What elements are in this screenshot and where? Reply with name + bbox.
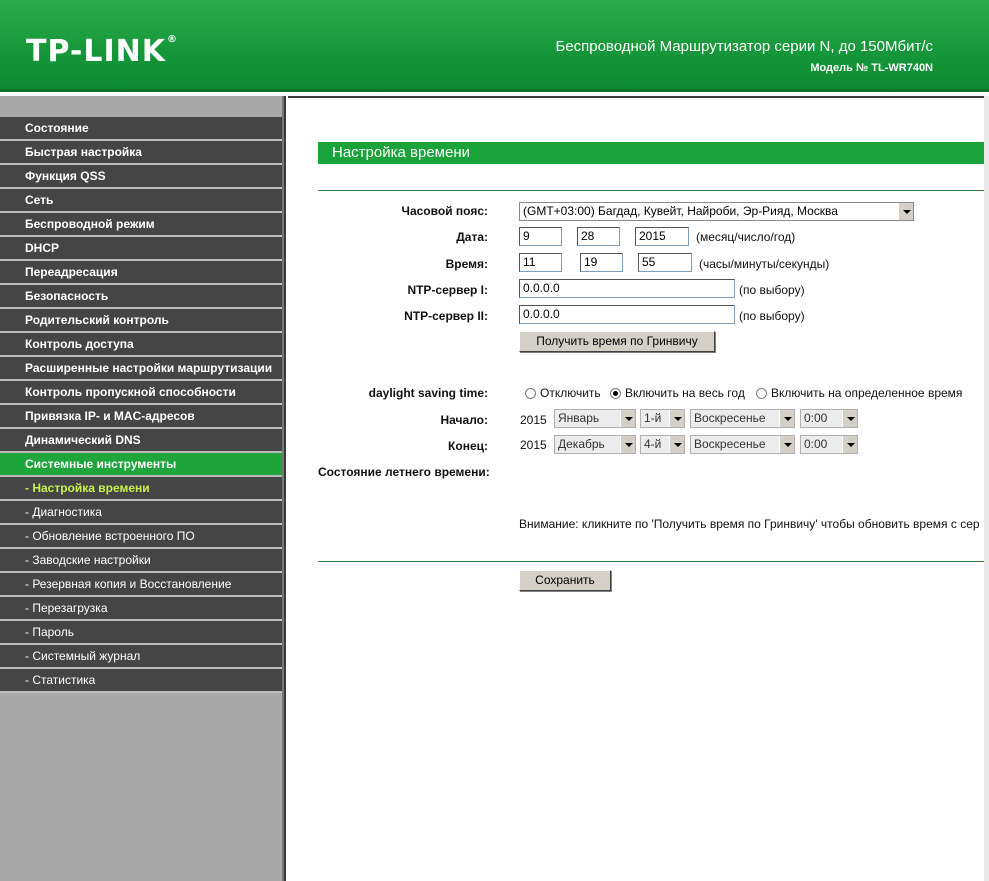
menu-item-backup-restore[interactable]: - Резервная копия и Восстановление xyxy=(0,573,282,597)
dst-all-year-label: Включить на весь год xyxy=(625,386,745,400)
date-day-input[interactable]: 28 xyxy=(577,227,620,246)
ntp2-label: NTP-сервер II: xyxy=(404,309,488,323)
dst-label: daylight saving time: xyxy=(368,386,488,400)
ntp1-input[interactable]: 0.0.0.0 xyxy=(519,279,735,298)
dst-end-month-select[interactable] xyxy=(554,435,636,454)
menu-item-qss[interactable]: Функция QSS xyxy=(0,165,282,189)
dst-specific-label: Включить на определенное время xyxy=(771,386,963,400)
dst-end-month-value: Декабрь xyxy=(558,437,605,451)
dst-start-label: Начало: xyxy=(440,413,488,427)
dst-start-week-select[interactable] xyxy=(640,409,685,428)
menu-item-time-settings[interactable]: - Настройка времени xyxy=(0,477,282,501)
timezone-label: Часовой пояс: xyxy=(401,204,488,218)
menu-item-system-tools[interactable]: Системные инструменты xyxy=(0,453,282,477)
tp-link-logo xyxy=(26,34,178,69)
date-year-input[interactable]: 2015 xyxy=(635,227,689,246)
dst-end-year: 2015 xyxy=(520,438,547,452)
menu-item-forwarding[interactable]: Переадресация xyxy=(0,261,282,285)
menu-item-system-log[interactable]: - Системный журнал xyxy=(0,645,282,669)
logo-text: TP-LINK xyxy=(26,34,167,69)
dst-end-week-value: 4-й xyxy=(644,437,662,451)
sidebar-menu xyxy=(0,117,282,693)
ntp2-input[interactable]: 0.0.0.0 xyxy=(519,305,735,324)
menu-item-dhcp[interactable]: DHCP xyxy=(0,237,282,261)
ntp1-label: NTP-сервер I: xyxy=(407,283,488,297)
menu-item-quick-setup[interactable]: Быстрая настройка xyxy=(0,141,282,165)
menu-item-advanced-routing[interactable]: Расширенные настройки маршрутизации xyxy=(0,357,282,381)
chevron-down-icon[interactable] xyxy=(779,410,794,427)
header xyxy=(0,0,989,92)
time-minute-input[interactable]: 19 xyxy=(580,253,623,272)
menu-item-factory-defaults[interactable]: - Заводские настройки xyxy=(0,549,282,573)
menu-item-ip-mac-binding[interactable]: Привязка IP- и MAC-адресов xyxy=(0,405,282,429)
menu-item-reboot[interactable]: - Перезагрузка xyxy=(0,597,282,621)
dst-start-day-value: Воскресенье xyxy=(694,411,766,425)
gmt-notice: Внимание: кликните по 'Получить время по Гринвичу' чтобы обновить время с сер xyxy=(519,517,980,531)
content-top-border xyxy=(288,96,989,98)
chevron-down-icon[interactable] xyxy=(620,410,635,427)
time-hint: (часы/минуты/секунды) xyxy=(699,257,830,271)
menu-item-parental-control[interactable]: Родительский контроль xyxy=(0,309,282,333)
dst-status-label: Состояние летнего времени: xyxy=(318,465,490,479)
dst-start-year: 2015 xyxy=(520,413,547,427)
dst-start-month-value: Январь xyxy=(558,411,600,425)
menu-item-wireless[interactable]: Беспроводной режим xyxy=(0,213,282,237)
dst-start-month-select[interactable] xyxy=(554,409,636,428)
chevron-down-icon[interactable] xyxy=(842,410,857,427)
top-divider xyxy=(318,190,984,191)
timezone-select[interactable] xyxy=(519,202,914,221)
menu-item-firmware-upgrade[interactable]: - Обновление встроенного ПО xyxy=(0,525,282,549)
main-content xyxy=(288,96,989,881)
dst-start-time-value: 0:00 xyxy=(804,411,828,425)
dst-end-day-select[interactable] xyxy=(690,435,795,454)
menu-item-bandwidth-control[interactable]: Контроль пропускной способности xyxy=(0,381,282,405)
dst-end-time-select[interactable] xyxy=(800,435,858,454)
menu-item-security[interactable]: Безопасность xyxy=(0,285,282,309)
chevron-down-icon[interactable] xyxy=(620,436,635,453)
time-hour-input[interactable]: 11 xyxy=(519,253,562,272)
dst-end-label: Конец: xyxy=(448,439,488,453)
menu-item-network[interactable]: Сеть xyxy=(0,189,282,213)
time-second-input[interactable]: 55 xyxy=(638,253,692,272)
ntp2-hint: (по выбору) xyxy=(739,309,805,323)
chevron-down-icon[interactable] xyxy=(669,436,684,453)
chevron-down-icon[interactable] xyxy=(669,410,684,427)
date-label: Дата: xyxy=(456,230,488,244)
menu-item-diagnostics[interactable]: - Диагностика xyxy=(0,501,282,525)
bottom-divider xyxy=(318,561,984,562)
dst-specific-radio[interactable] xyxy=(756,388,767,399)
chevron-down-icon[interactable] xyxy=(779,436,794,453)
dst-end-week-select[interactable] xyxy=(640,435,685,454)
content-right-edge xyxy=(984,96,989,881)
date-month-input[interactable]: 9 xyxy=(519,227,562,246)
dst-start-time-select[interactable] xyxy=(800,409,858,428)
dst-end-time-value: 0:00 xyxy=(804,437,828,451)
dst-end-day-value: Воскресенье xyxy=(694,437,766,451)
menu-item-status[interactable]: Состояние xyxy=(0,117,282,141)
logo-registered-mark: ® xyxy=(167,34,179,45)
sidebar xyxy=(0,96,284,881)
sidebar-divider xyxy=(284,96,286,881)
get-gmt-button[interactable]: Получить время по Гринвичу xyxy=(519,331,715,352)
ntp1-hint: (по выбору) xyxy=(739,283,805,297)
chevron-down-icon[interactable] xyxy=(842,436,857,453)
dst-start-day-select[interactable] xyxy=(690,409,795,428)
timezone-value: (GMT+03:00) Багдад, Кувейт, Найроби, Эр-Рияд, Москва xyxy=(523,204,838,218)
model-number: Модель № TL-WR740N xyxy=(810,62,933,74)
menu-item-ddns[interactable]: Динамический DNS xyxy=(0,429,282,453)
dst-off-label: Отключить xyxy=(540,386,601,400)
dst-start-week-value: 1-й xyxy=(644,411,662,425)
date-hint: (месяц/число/год) xyxy=(696,230,796,244)
chevron-down-icon[interactable] xyxy=(898,203,913,220)
dst-off-radio[interactable] xyxy=(525,388,536,399)
menu-item-password[interactable]: - Пароль xyxy=(0,621,282,645)
menu-item-access-control[interactable]: Контроль доступа xyxy=(0,333,282,357)
save-button[interactable]: Сохранить xyxy=(519,570,611,591)
device-title: Беспроводной Маршрутизатор серии N, до 150Мбит/с xyxy=(555,38,933,55)
time-label: Время: xyxy=(445,257,488,271)
page-title: Настройка времени xyxy=(318,142,984,164)
menu-item-statistics[interactable]: - Статистика xyxy=(0,669,282,693)
dst-all-year-radio[interactable] xyxy=(610,388,621,399)
